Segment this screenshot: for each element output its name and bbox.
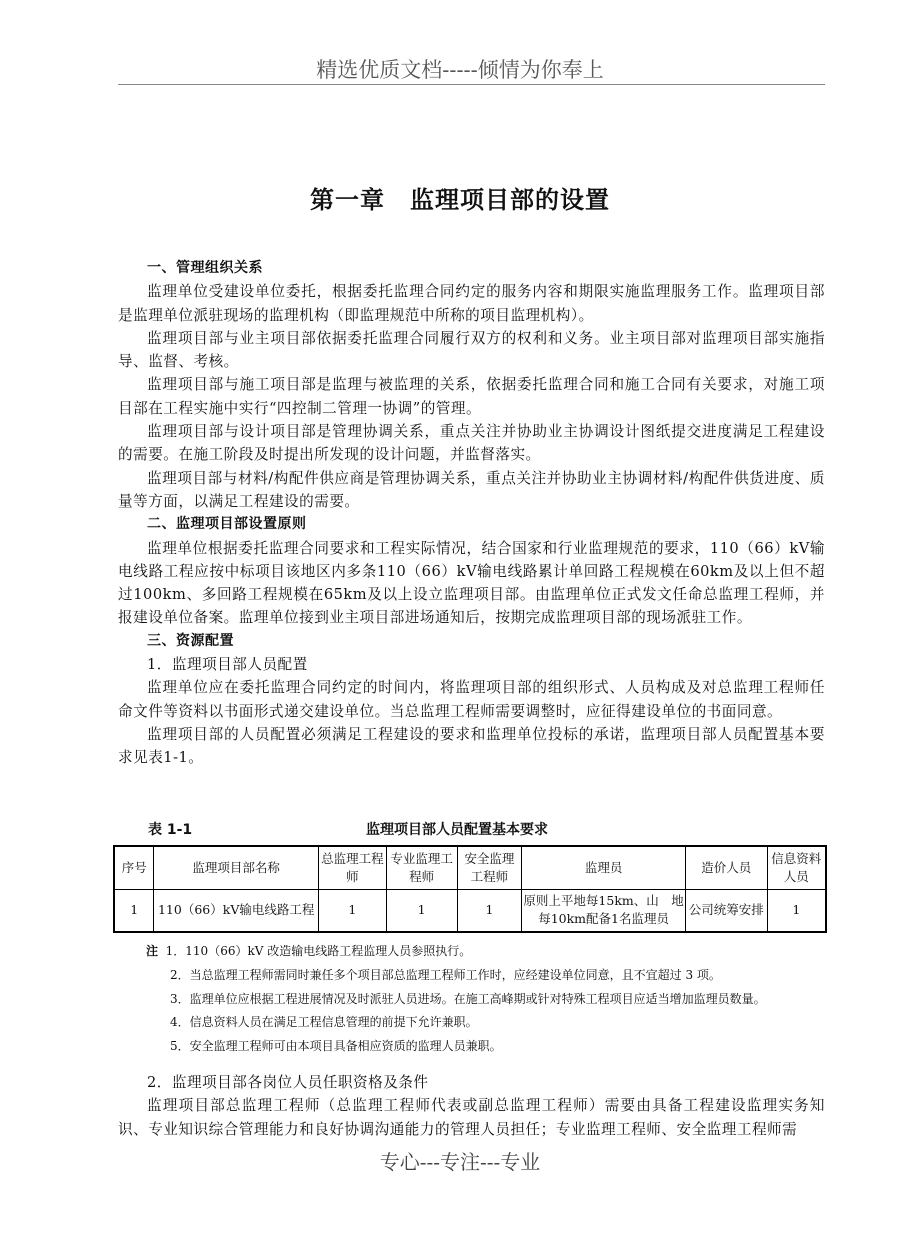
cell: 110（66）kV输电线路工程 [154,889,319,932]
table-title: 监理项目部人员配置基本要求 [366,822,548,838]
header-divider [118,84,825,85]
paragraph: 监理单位受建设单位委托，根据委托监理合同约定的服务内容和期限实施监理服务工作。监理项目部是监理单位派驻现场的监理机构（即监理规范中所称的项目监理机构）。 [118,283,825,324]
paragraph: 监理项目部与材料/构配件供应商是管理协调关系，重点关注并协助业主协调材料/构配件供货进度、质量等方面，以满足工程建设的需要。 [118,469,825,510]
header-cell: 监理项目部名称 [154,846,319,889]
paragraph: 监理项目部与业主项目部依据委托监理合同履行双方的权利和义务。业主项目部对监理项目部实施指导、监督、考核。 [118,329,825,371]
subheading: 2．监理项目部各岗位人员任职资格及条件 [147,1074,429,1091]
page-footer: 专心---专注---专业 [379,1150,541,1174]
staffing-table [113,845,827,933]
note-item: 2．当总监理工程师需同时兼任多个项目部总监理工程师工作时，应经建设单位同意，且不宜超过 3 项。 [170,967,721,982]
cell: 1 [767,889,826,932]
body-text-2 [118,1071,825,1141]
paragraph: 监理单位根据委托监理合同要求和工程实际情况，结合国家和行业监理规范的要求，110（66）kV输电线路工程应按中标项目该地区内多条110（66）kV输电线路累计单回路工程规模在60km及以上但不超过100km、多回路工程规模在65km及以上设立监理项目部。由监理单位正式发文任命总监理工程师，并报建设单位备案。监理单位接到业主项目部进场通知后，按期完成监理项目部的现场派驻工作。 [118,539,825,627]
cell: 1 [386,889,457,932]
subheading: 1．监理项目部人员配置 [147,656,308,674]
header-cell: 总监理工程师 [318,846,386,889]
header-cell: 造价人员 [685,846,767,889]
cell: 公司统筹安排 [685,889,767,932]
note-item: 4．信息资料人员在满足工程信息管理的前提下允许兼职。 [170,1015,478,1030]
cell: 原则上平地每15km、山 地每10km配备1名监理员 [522,889,686,932]
header-cell: 信息资料人员 [767,846,826,889]
cell: 1 [457,889,522,932]
header-cell: 专业监理工程师 [386,846,457,889]
paragraph: 监理单位应在委托监理合同约定的时间内，将监理项目部的组织形式、人员构成及对总监理工程师任命文件等资料以书面形式递交建设单位。当总监理工程师需要调整时，应征得建设单位的书面同意。 [118,679,825,720]
cell: 1 [114,889,154,932]
table-header-row [114,846,826,889]
note-item: 5．安全监理工程师可由本项目具备相应资质的监理人员兼职。 [170,1039,502,1054]
header-cell: 序号 [114,846,154,889]
note-item: 3．监理单位应根据工程进展情况及时派驻人员进场。在施工高峰期或针对特殊工程项目应适当增加监理员数量。 [170,991,766,1006]
table-label: 表 1-1 [148,822,193,838]
table-row [114,889,826,932]
header-cell: 安全监理工程师 [457,846,522,889]
chapter-title: 第一章 监理项目部的设置 [310,186,610,214]
notes-label: 注 [146,944,159,958]
section-heading: 三、资源配置 [147,632,234,649]
paragraph: 监理项目部与施工项目部是监理与被监理的关系，依据委托监理合同和施工合同有关要求，对施工项目部在工程实施中实行“四控制二管理一协调”的管理。 [118,376,825,417]
section-heading: 一、管理组织关系 [147,260,263,276]
paragraph: 监理项目部总监理工程师（总监理工程师代表或副总监理工程师）需要由具备工程建设监理实务知识、专业知识综合管理能力和良好协调沟通能力的管理人员担任；专业监理工程师、安全监理工程师需 [118,1097,825,1138]
note-text: 1．110（66）kV 改造输电线路工程监理人员参照执行。 [165,944,472,958]
paragraph: 监理项目部的人员配置必须满足工程建设的要求和监理单位投标的承诺，监理项目部人员配置基本要求见表1-1。 [118,725,825,767]
note-item [146,940,766,964]
page-header: 精选优质文档-----倾情为你奉上 [316,58,604,82]
cell: 1 [318,889,386,932]
header-cell: 监理员 [522,846,686,889]
section-heading: 二、监理项目部设置原则 [147,516,307,533]
paragraph: 监理项目部与设计项目部是管理协调关系，重点关注并协助业主协调设计图纸提交进度满足工程建设的需要。在施工阶段及时提出所发现的设计问题，并监督落实。 [118,423,825,464]
table-notes [146,940,766,1059]
body-text [118,257,825,770]
